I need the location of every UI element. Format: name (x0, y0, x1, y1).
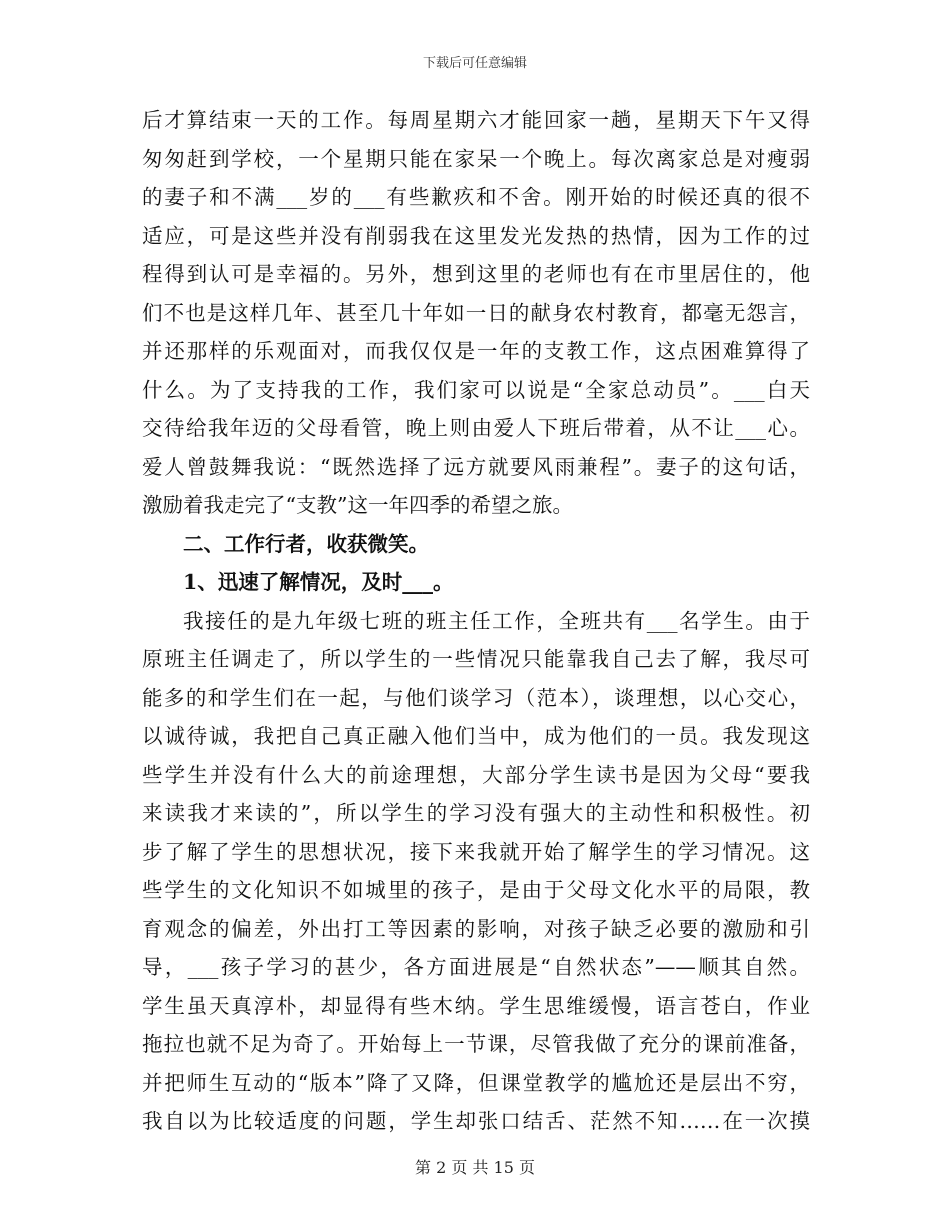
text-line: 并还那样的乐观面对，而我仅仅是一年的支教工作，这点困难算得了 (142, 339, 810, 363)
text-line: 来读我才来读的”，所以学生的学习没有强大的主动性和积极性。初 (142, 801, 810, 825)
text-line: 的妻子和不满___岁的___有些歉疚和不舍。刚开始的时候还真的很不 (142, 185, 810, 209)
text-line: 学生虽天真淳朴，却显得有些木纳。学生思维缓慢，语言苍白，作业 (142, 993, 810, 1018)
text-line: 并把师生互动的“版本”降了又降，但课堂教学的尴尬还是层出不穷， (142, 1070, 810, 1095)
text-line: 什么。为了支持我的工作，我们家可以说是“全家总动员”。___白天 (142, 377, 810, 402)
text-line: 步了解了学生的思想状况，接下来我就开始了解学生的学习情况。这 (142, 839, 810, 864)
text-line: 以诚待诚，我把自己真正融入他们当中，成为他们的一员。我发现这 (142, 724, 810, 748)
text-line: 适应，可是这些并没有削弱我在这里发光发热的热情，因为工作的过 (142, 223, 810, 248)
text-line: 程得到认可是幸福的。另外，想到这里的老师也有在市里居住的，他 (142, 262, 810, 286)
text-line: 匆匆赶到学校，一个星期只能在家呆一个晚上。每次离家总是对瘦弱 (142, 146, 810, 171)
text-line: 我自以为比较适度的问题，学生却张口结舌、茫然不知……在一次摸 (142, 1109, 810, 1133)
text-line: 能多的和学生们在一起，与他们谈学习（范本），谈理想，以心交心， (142, 685, 810, 710)
text-line: 拖拉也就不足为奇了。开始每上一节课，尽管我做了充分的课前准备， (142, 1032, 810, 1056)
page-header: 下载后可任意编辑 (422, 56, 527, 71)
text-line: 些学生的文化知识不如城里的孩子，是由于父母文化水平的局限，教 (142, 878, 810, 902)
text-line: 育观念的偏差，外出打工等因素的影响，对孩子缺乏必要的激励和引 (142, 916, 810, 941)
text-line: 我接任的是九年级七班的班主任工作，全班共有___名学生。由于 (183, 608, 810, 633)
section-heading: 二、工作行者，收获微笑。 (183, 531, 429, 556)
text-line: 后才算结束一天的工作。每周星期六才能回家一趟，星期天下午又得 (142, 108, 810, 132)
subsection-heading: 1、迅速了解情况，及时___。 (183, 570, 454, 594)
text-line: 些学生并没有什么大的前途理想，大部分学生读书是因为父母“要我 (142, 762, 810, 787)
text-line: 交待给我年迈的父母看管，晚上则由爱人下班后带着，从不让___心。 (142, 416, 810, 440)
page-number-footer: 第 2 页 共 15 页 (415, 1158, 535, 1177)
text-line: 激励着我走完了“支教”这一年四季的希望之旅。 (142, 493, 573, 517)
text-line: 爱人曾鼓舞我说：“既然选择了远方就要风雨兼程”。妻子的这句话， (142, 454, 810, 479)
text-line: 们不也是这样几年、甚至几十年如一日的献身农村教育，都毫无怨言， (142, 300, 810, 325)
text-line: 原班主任调走了，所以学生的一些情况只能靠我自己去了解，我尽可 (142, 647, 810, 671)
document-body (142, 101, 810, 1141)
text-line: 导，___孩子学习的甚少，各方面进展是“自然状态”——顺其自然。 (142, 955, 810, 979)
